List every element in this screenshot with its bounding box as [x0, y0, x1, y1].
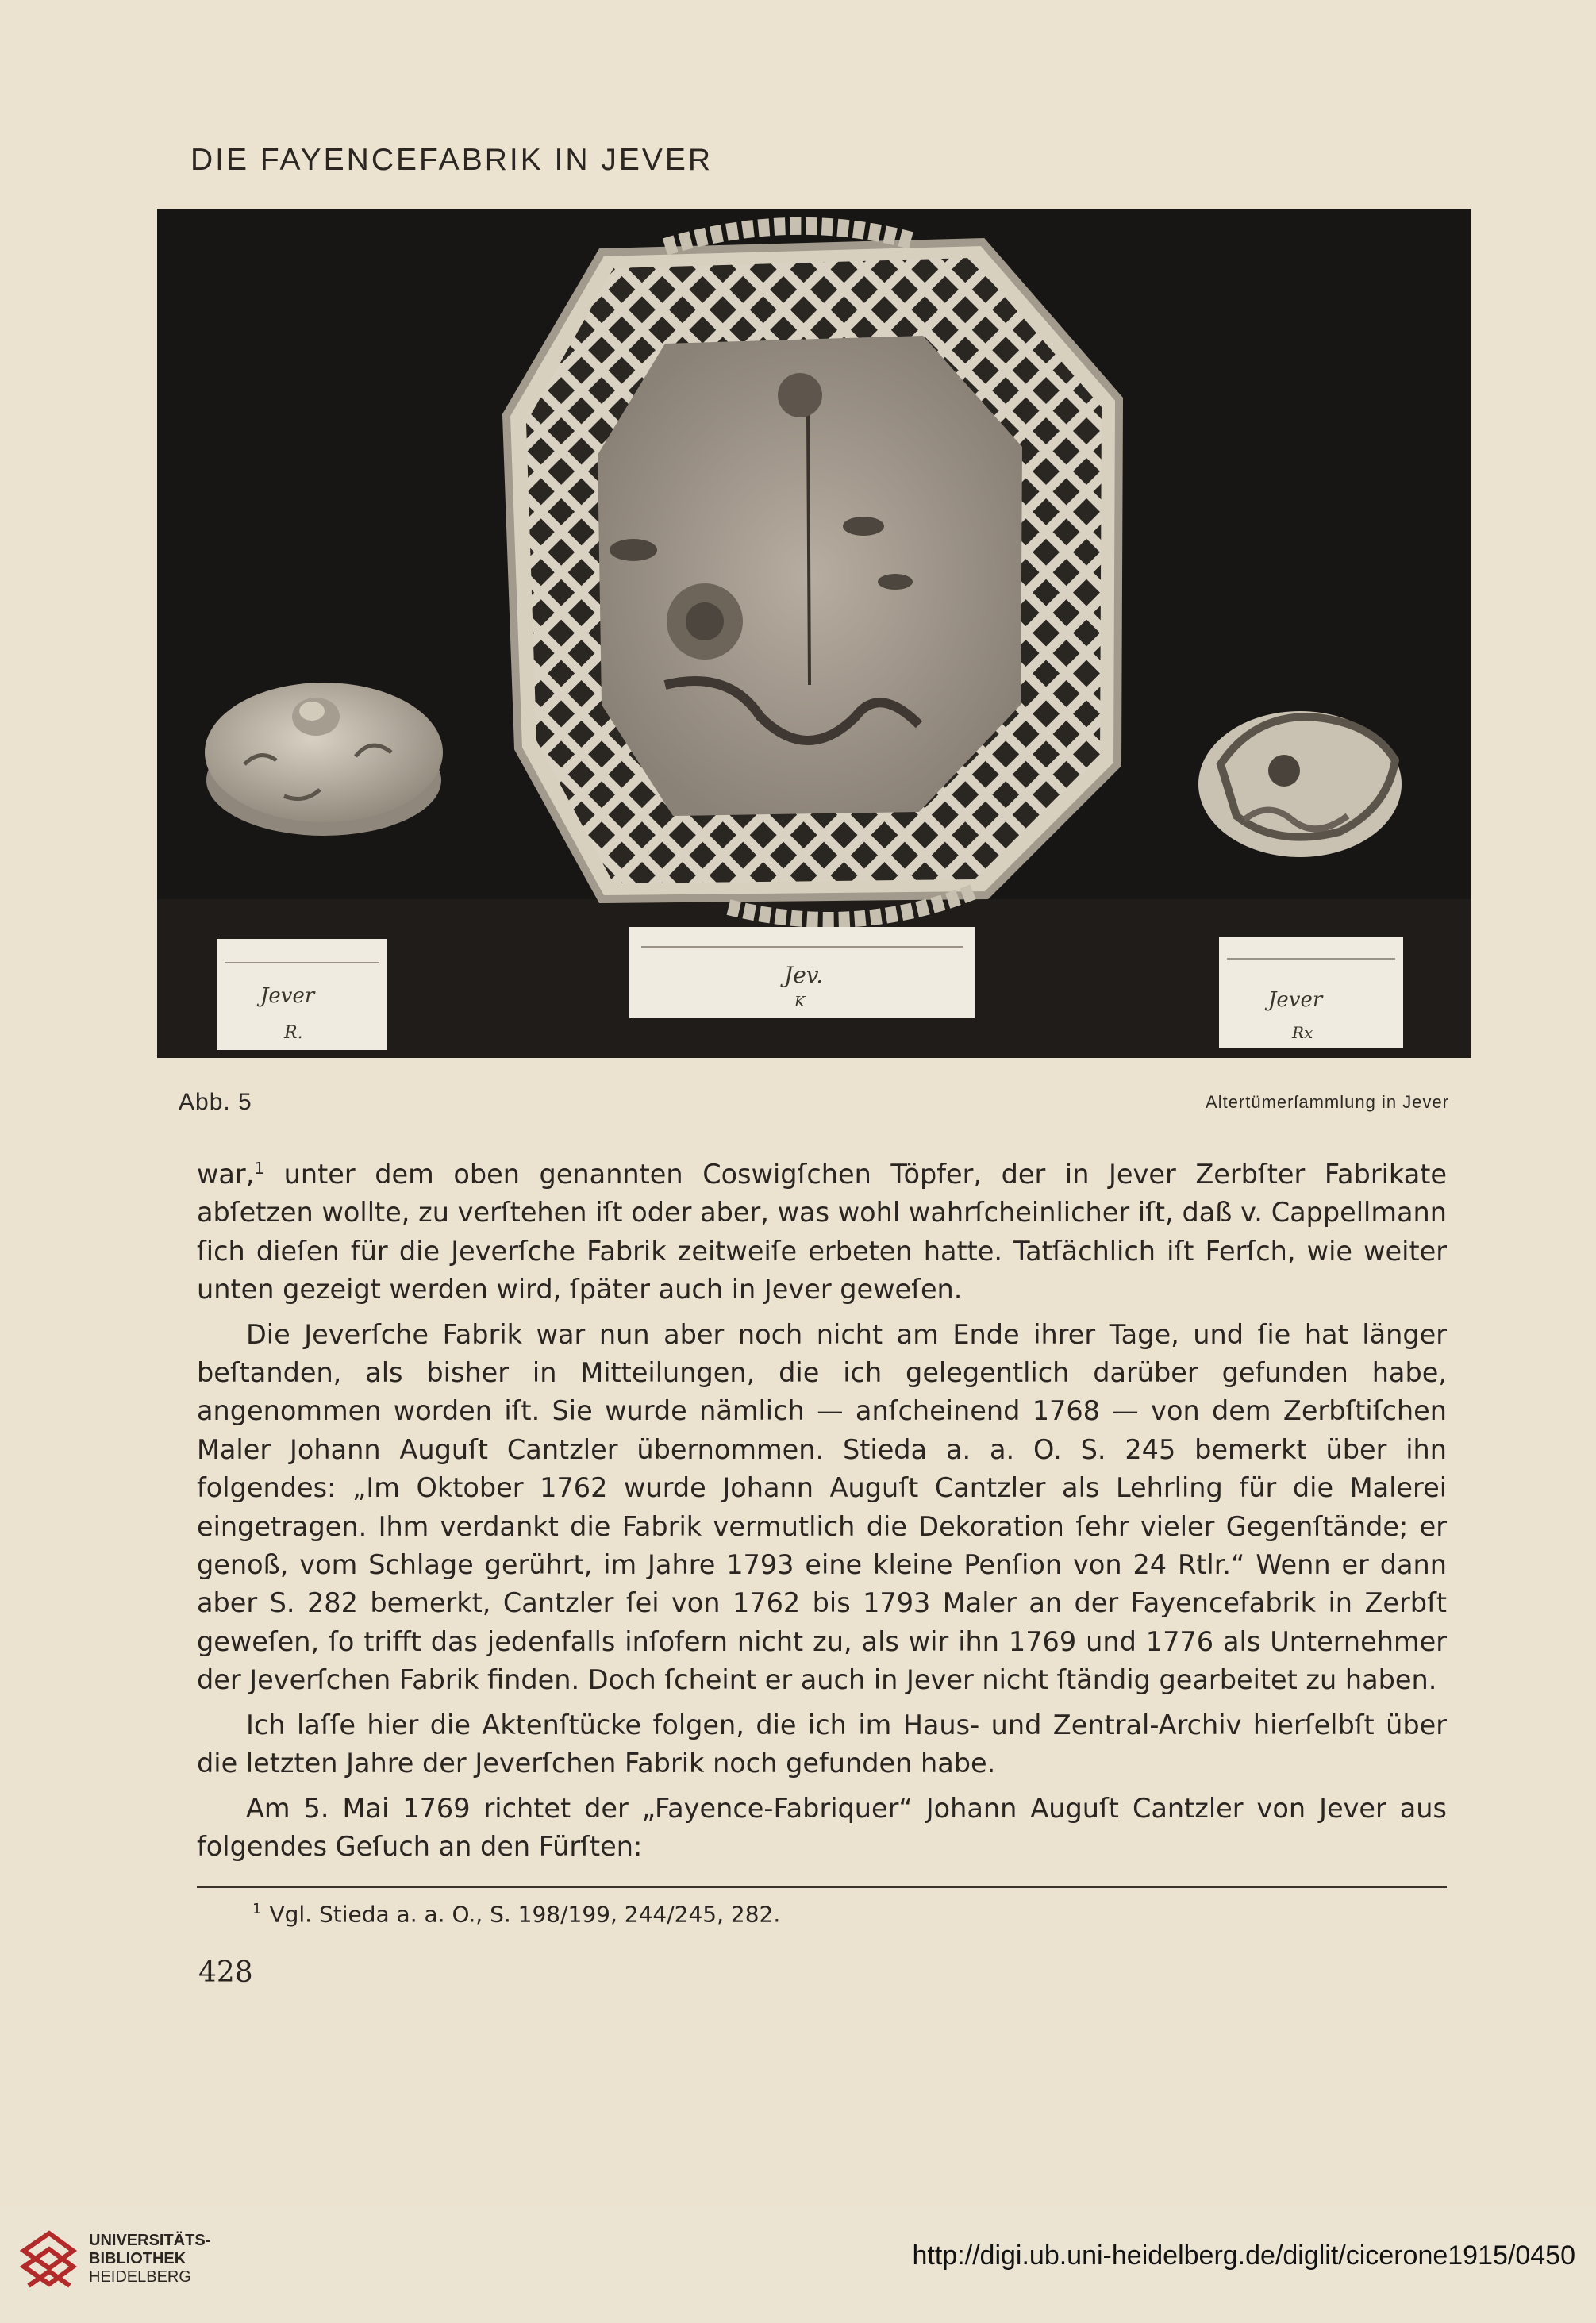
lidded-box [205, 683, 443, 836]
figure-credit: Altertümerſammlung in Jever [1206, 1092, 1449, 1112]
rococo-dish [1198, 711, 1402, 857]
svg-text:Jev.: Jev. [784, 962, 824, 988]
footnote-rule [197, 1886, 1447, 1888]
footnote-text: Vgl. Stieda a. a. O., S. 198/199, 244/245, 282. [269, 1901, 781, 1928]
paragraph-1-text: war,$^1$ unter dem oben genannten Coswigſchen Töpfer, der in Jever Zerbſter Fabrikate abſetzen wollte, zu verſtehen iſt oder aber, was wohl wahrſcheinlicher iſt, daß v. Cappellmann ſich dieſen für die Jeverſche Fabrik zeitweiſe erbeten hatte. Tatſächlich iſt Ferſch, wie weiter unten gezeigt werden wird, ſpäter auch in Jever geweſen. [197, 1158, 1447, 1306]
library-name-line-3: HEIDELBERG [89, 2268, 191, 2286]
svg-text:Rx: Rx [1292, 1023, 1313, 1042]
paragraph-2: Die Jeverſche Fabrik war nun aber noch nicht am Ende ihrer Tage, und ſie hat länger beſtanden, als bisher in Mitteilungen, die ich gelegentlich darüber gefunden habe, angenommen worden iſt. Sie wurde nämlich — anſcheinend 1768 — von dem Zerbſtiſchen Maler Johann Auguſt Cantzler übernommen. Stieda a. a. O. S. 245 bemerkt über ihn folgendes: „Im Oktober 1762 wurde Johann Auguſt Cantzler als Lehrling für die Malerei eingetragen. Ihm verdankt die Fabrik vermutlich die Dekoration ſehr vieler Gegenſtände; er genoß, vom Schlage gerührt, im Jahre 1793 eine kleine Penſion von 24 Rtlr.“ Wenn er dann aber S. 282 bemerkt, Cantzler ſei von 1762 bis 1793 Maler an der Fayencefabrik in Zerbſt geweſen, ſo trifft das jedenfalls inſofern nicht zu, als wir ihn 1769 und 1776 als Unternehmer der Jeverſchen Fabrik finden. Doch ſcheint er auch in Jever nicht ſtändig gearbeitet zu haben. [197, 1318, 1447, 1696]
body-text [197, 1156, 1447, 1866]
page-number: 428 [198, 1956, 253, 1989]
figure-photograph [157, 209, 1471, 1058]
svg-text:Jever: Jever [260, 984, 315, 1008]
paragraph-1 [197, 1156, 1447, 1310]
svg-text:Jever: Jever [1268, 988, 1323, 1012]
library-name-line-2: BIBLIOTHEK [89, 2250, 187, 2267]
source-url-link[interactable]: http://digi.ub.uni-heidelberg.de/diglit/cicerone1915/0450 [912, 2240, 1575, 2271]
footnote-reference: 1 [254, 1158, 265, 1178]
paragraph-4: Am 5. Mai 1769 richtet der „Fayence-Fabriquer“ Johann Auguſt Cantzler von Jever aus folgendes Geſuch an den Fürſten: [197, 1792, 1447, 1862]
catalog-tag-center [629, 927, 975, 1018]
svg-text:K: K [794, 994, 806, 1010]
library-logo-icon [17, 2227, 79, 2297]
footnote [252, 1901, 780, 1927]
footnote-mark: 1 [252, 1901, 262, 1917]
svg-text:R.: R. [284, 1023, 303, 1043]
library-name [89, 2232, 210, 2286]
paragraph-3: Ich laſſe hier die Aktenſtücke folgen, die ich im Haus- und Zentral-Archiv hierſelbſt über die letzten Jahre der Jeverſchen Fabrik noch gefunden habe. [197, 1709, 1447, 1779]
library-name-line-1: UNIVERSITÄTS- [89, 2232, 211, 2249]
figure-label: Abb. 5 [179, 1089, 252, 1115]
catalog-tag-left [217, 939, 387, 1050]
openwork-bowl [506, 226, 1119, 920]
catalog-tag-right [1219, 937, 1403, 1048]
running-header: DIE FAYENCEFABRIK IN JEVER [190, 143, 713, 177]
